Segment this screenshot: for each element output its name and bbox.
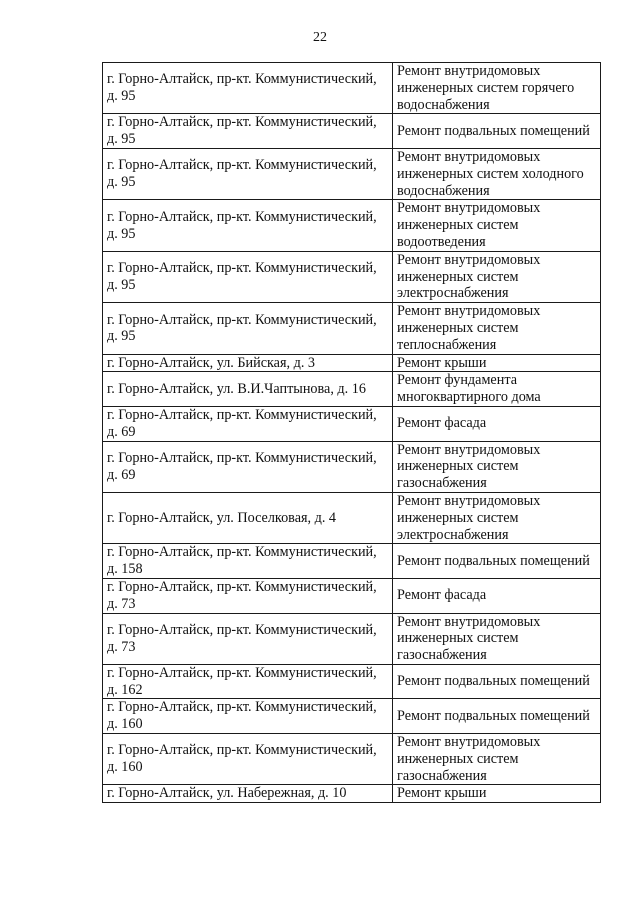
page-number: 22 <box>313 30 327 45</box>
address-cell: г. Горно-Алтайск, ул. Бийская, д. 3 <box>103 354 393 372</box>
work-type-cell: Ремонт фасада <box>393 406 601 441</box>
table-row <box>103 441 601 492</box>
repair-table-body <box>103 63 601 803</box>
address-cell: г. Горно-Алтайск, ул. Поселковая, д. 4 <box>103 492 393 543</box>
work-type-cell: Ремонт внутридомовых инженерных систем газоснабжения <box>393 613 601 664</box>
address-cell: г. Горно-Алтайск, пр-кт. Коммунистический, д. 73 <box>103 613 393 664</box>
address-cell: г. Горно-Алтайск, ул. В.И.Чаптынова, д. 16 <box>103 372 393 407</box>
table-row <box>103 354 601 372</box>
table-row <box>103 251 601 302</box>
table-row <box>103 544 601 579</box>
work-type-cell: Ремонт внутридомовых инженерных систем газоснабжения <box>393 734 601 785</box>
address-cell: г. Горно-Алтайск, пр-кт. Коммунистический, д. 95 <box>103 63 393 114</box>
table-row <box>103 406 601 441</box>
table-row <box>103 785 601 803</box>
table-row <box>103 372 601 407</box>
work-type-cell: Ремонт внутридомовых инженерных систем холодного водоснабжения <box>393 148 601 199</box>
work-type-cell: Ремонт внутридомовых инженерных систем теплоснабжения <box>393 303 601 354</box>
address-cell: г. Горно-Алтайск, пр-кт. Коммунистический, д. 160 <box>103 734 393 785</box>
work-type-cell: Ремонт крыши <box>393 785 601 803</box>
table-row <box>103 200 601 251</box>
work-type-cell: Ремонт внутридомовых инженерных систем электроснабжения <box>393 251 601 302</box>
address-cell: г. Горно-Алтайск, ул. Набережная, д. 10 <box>103 785 393 803</box>
work-type-cell: Ремонт подвальных помещений <box>393 544 601 579</box>
table-row <box>103 303 601 354</box>
work-type-cell: Ремонт внутридомовых инженерных систем горячего водоснабжения <box>393 63 601 114</box>
work-type-cell: Ремонт внутридомовых инженерных систем водоотведения <box>393 200 601 251</box>
table-row <box>103 734 601 785</box>
address-cell: г. Горно-Алтайск, пр-кт. Коммунистический, д. 73 <box>103 578 393 613</box>
work-type-cell: Ремонт подвальных помещений <box>393 114 601 149</box>
table-row <box>103 699 601 734</box>
work-type-cell: Ремонт внутридомовых инженерных систем газоснабжения <box>393 441 601 492</box>
table-row <box>103 148 601 199</box>
table-row <box>103 492 601 543</box>
work-type-cell: Ремонт фасада <box>393 578 601 613</box>
work-type-cell: Ремонт подвальных помещений <box>393 664 601 699</box>
address-cell: г. Горно-Алтайск, пр-кт. Коммунистический, д. 162 <box>103 664 393 699</box>
address-cell: г. Горно-Алтайск, пр-кт. Коммунистический, д. 69 <box>103 406 393 441</box>
address-cell: г. Горно-Алтайск, пр-кт. Коммунистический, д. 160 <box>103 699 393 734</box>
address-cell: г. Горно-Алтайск, пр-кт. Коммунистический, д. 158 <box>103 544 393 579</box>
work-type-cell: Ремонт подвальных помещений <box>393 699 601 734</box>
table-row <box>103 664 601 699</box>
table-row <box>103 63 601 114</box>
table-row <box>103 613 601 664</box>
address-cell: г. Горно-Алтайск, пр-кт. Коммунистический, д. 95 <box>103 251 393 302</box>
table-row <box>103 114 601 149</box>
work-type-cell: Ремонт внутридомовых инженерных систем электроснабжения <box>393 492 601 543</box>
repair-table <box>102 62 601 803</box>
table-row <box>103 578 601 613</box>
address-cell: г. Горно-Алтайск, пр-кт. Коммунистический, д. 95 <box>103 148 393 199</box>
address-cell: г. Горно-Алтайск, пр-кт. Коммунистический, д. 95 <box>103 114 393 149</box>
address-cell: г. Горно-Алтайск, пр-кт. Коммунистический, д. 95 <box>103 303 393 354</box>
address-cell: г. Горно-Алтайск, пр-кт. Коммунистический, д. 95 <box>103 200 393 251</box>
address-cell: г. Горно-Алтайск, пр-кт. Коммунистический, д. 69 <box>103 441 393 492</box>
work-type-cell: Ремонт фундамента многоквартирного дома <box>393 372 601 407</box>
work-type-cell: Ремонт крыши <box>393 354 601 372</box>
